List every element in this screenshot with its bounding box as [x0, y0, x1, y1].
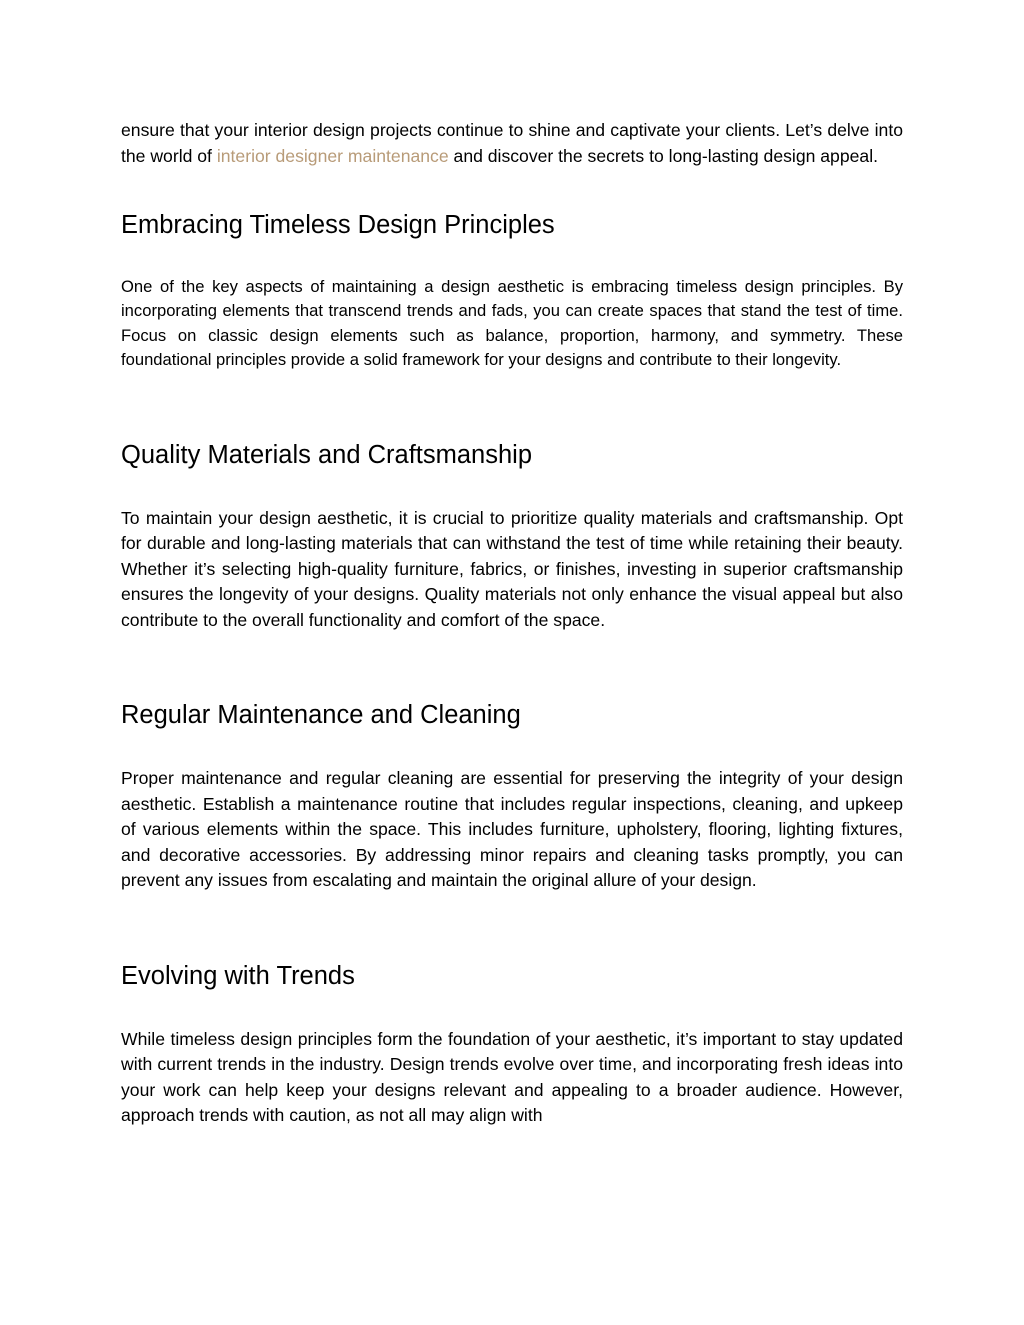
heading-embracing-timeless-design-principles: Embracing Timeless Design Principles — [121, 211, 555, 239]
interior-designer-maintenance-link[interactable]: interior designer maintenance — [216, 145, 449, 166]
heading-evolving-with-trends: Evolving with Trends — [121, 961, 355, 990]
paragraph-evolving-with-trends: While timeless design principles form the foundation of your aesthetic, it’s important to stay updated with current trends in the industry. Design trends evolve over time, and incorporating fresh ideas into your work can help keep your designs relevant and appealing to a broader audience. However, approach trends with caution, as not all may align with — [121, 1028, 903, 1126]
intro-text-before-link: ensure that your interior design projects continue to shine and captivate your clients. Let’s delve into the world of — [121, 120, 903, 166]
document-page — [121, 118, 903, 1129]
intro-text-after-link: and discover the secrets to long-lasting design appeal. — [448, 145, 878, 166]
heading-regular-maintenance-and-cleaning: Regular Maintenance and Cleaning — [121, 701, 521, 730]
paragraph-regular-maintenance-and-cleaning: Proper maintenance and regular cleaning are essential for preserving the integrity of your design aesthetic. Establish a maintenance routine that includes regular inspections, cleaning, and upkeep of various elements within the space. This includes furniture, upholstery, flooring, lighting fixtures, and decorative accessories. By addressing minor repairs and cleaning tasks promptly, you can prevent any issues from escalating and maintain the original allure of your design. — [121, 768, 903, 891]
intro-paragraph — [121, 118, 903, 169]
heading-quality-materials-and-craftsmanship: Quality Materials and Craftsmanship — [121, 440, 533, 469]
paragraph-quality-materials-and-craftsmanship: To maintain your design aesthetic, it is crucial to prioritize quality materials and craftsmanship. Opt for durable and long-lasting materials that can withstand the test of time while retaining their beauty. Whether it’s selecting high-quality furniture, fabrics, or finishes, investing in superior craftsmanship ensures the longevity of your designs. Quality materials not only enhance the visual appeal but also contribute to the overall functionality and comfort of the space. — [121, 507, 903, 630]
paragraph-embracing-timeless-design-principles: One of the key aspects of maintaining a design aesthetic is embracing timeless design principles. By incorporating elements that transcend trends and fads, you can create spaces that stand the test of time. Focus on classic design elements such as balance, proportion, harmony, and symmetry. These foundational principles provide a solid framework for your designs and contribute to their longevity. — [121, 277, 903, 370]
